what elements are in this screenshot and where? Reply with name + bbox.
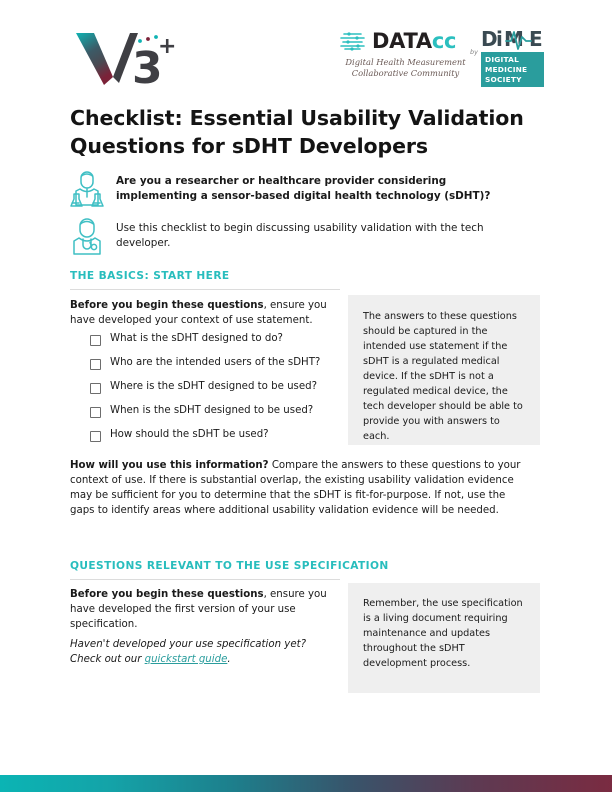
svg-text:i: i bbox=[496, 27, 503, 51]
callout-use-spec-text: Remember, the use specification is a living document requiring maintenance and updates throughout the sDHT development process. bbox=[363, 598, 523, 670]
basics-followup-paragraph bbox=[70, 459, 532, 519]
document-header bbox=[0, 0, 612, 100]
callout-use-spec bbox=[348, 583, 540, 693]
dime-box-line3: SOCIETY bbox=[485, 75, 522, 84]
use-spec-lead-rest: , ensure you have developed the first version of your use specification. bbox=[70, 589, 327, 630]
v3-plus-logo bbox=[74, 27, 179, 89]
intro-text-provider: Use this checklist to begin discussing usability validation with the tech developer. bbox=[116, 222, 484, 250]
checklist-item-label: Who are the intended users of the sDHT? bbox=[110, 357, 321, 368]
footer-gradient-bar bbox=[0, 775, 612, 792]
checklist-item-label: How should the sDHT be used? bbox=[110, 429, 269, 440]
datacc-word-accent: cc bbox=[431, 28, 457, 53]
checklist-item[interactable] bbox=[90, 333, 350, 346]
datacc-word-main: DATA bbox=[372, 28, 432, 53]
basics-followup-rest: Compare the answers to these questions to your context of use. If there is substantial overlap, the existing usability validation evidence may be sufficient for you to determine that the sDHT is fit-for-purpose. If not, use the gaps to identify areas where additional usability validation evidence will be needed. bbox=[70, 460, 521, 516]
section-divider-use-spec bbox=[70, 579, 340, 580]
dime-heartbeat-icon bbox=[481, 27, 544, 51]
signal-waveform-icon bbox=[340, 30, 365, 52]
basics-lead-bold: Before you begin these questions bbox=[70, 300, 264, 311]
section-heading-basics: THE BASICS: START HERE bbox=[70, 270, 230, 282]
page-title: Checklist: Essential Usability Validation Questions for sDHT Developers bbox=[70, 106, 524, 159]
use-spec-note-pre: Haven't developed your use specification yet? Check out our bbox=[70, 639, 306, 665]
basics-followup-bold: How will you use this information? bbox=[70, 460, 269, 471]
dime-wordmark bbox=[481, 27, 544, 51]
use-spec-note-post: . bbox=[227, 653, 231, 665]
checklist-item-label: When is the sDHT designed to be used? bbox=[110, 405, 314, 416]
checkbox[interactable] bbox=[90, 431, 101, 442]
checkbox[interactable] bbox=[90, 335, 101, 346]
checklist-item[interactable] bbox=[90, 357, 350, 370]
section-heading-use-spec: QUESTIONS RELEVANT TO THE USE SPECIFICATION bbox=[70, 560, 389, 572]
intro-block bbox=[68, 167, 528, 261]
svg-text:+: + bbox=[158, 34, 177, 59]
callout-basics bbox=[348, 295, 540, 445]
basics-lead-paragraph bbox=[70, 299, 340, 329]
svg-text:D: D bbox=[481, 27, 498, 51]
datacc-wordmark bbox=[372, 28, 457, 53]
healthcare-provider-icon bbox=[68, 214, 106, 256]
checklist-item[interactable] bbox=[90, 405, 350, 418]
researcher-with-flasks-icon bbox=[68, 167, 106, 209]
datacc-tagline-line2: Collaborative Community bbox=[351, 68, 460, 79]
dime-box-line2: MEDICINE bbox=[485, 65, 528, 74]
datacc-tagline-line1: Digital Health Measurement bbox=[345, 57, 466, 67]
quickstart-guide-link[interactable]: quickstart guide bbox=[144, 653, 228, 665]
section-divider-basics bbox=[70, 289, 340, 290]
datacc-logo bbox=[340, 30, 480, 79]
svg-text:E: E bbox=[529, 27, 543, 51]
checklist-item-label: Where is the sDHT designed to be used? bbox=[110, 381, 317, 392]
checkbox[interactable] bbox=[90, 383, 101, 394]
svg-text:3: 3 bbox=[132, 43, 163, 89]
basics-checklist bbox=[90, 333, 350, 453]
by-label: by bbox=[470, 48, 478, 56]
checkbox[interactable] bbox=[90, 359, 101, 370]
use-spec-note-paragraph bbox=[70, 638, 340, 668]
intro-text-researcher: Are you a researcher or healthcare provider considering implementing a sensor-based digital health technology (sDHT)? bbox=[116, 175, 491, 203]
checklist-item-label: What is the sDHT designed to do? bbox=[110, 333, 283, 344]
callout-basics-text: The answers to these questions should be captured in the intended use statement if the sDHT is a regulated medical device. If the sDHT is not a regulated medical device, the tech developer should be able to provide you with answers to each. bbox=[363, 311, 523, 443]
use-spec-lead-bold: Before you begin these questions bbox=[70, 589, 264, 600]
svg-text:M: M bbox=[504, 27, 524, 51]
basics-lead-rest: , ensure you have developed your context of use statement. bbox=[70, 300, 327, 326]
use-spec-lead-paragraph bbox=[70, 588, 340, 633]
intro-row-researcher bbox=[68, 167, 528, 209]
checkbox[interactable] bbox=[90, 407, 101, 418]
checklist-item[interactable] bbox=[90, 429, 350, 442]
checklist-item[interactable] bbox=[90, 381, 350, 394]
intro-row-provider bbox=[68, 214, 528, 256]
datacc-tagline bbox=[340, 57, 471, 79]
dime-society-box bbox=[481, 52, 544, 87]
dime-logo bbox=[481, 27, 544, 87]
dime-box-line1: DIGITAL bbox=[485, 55, 519, 64]
